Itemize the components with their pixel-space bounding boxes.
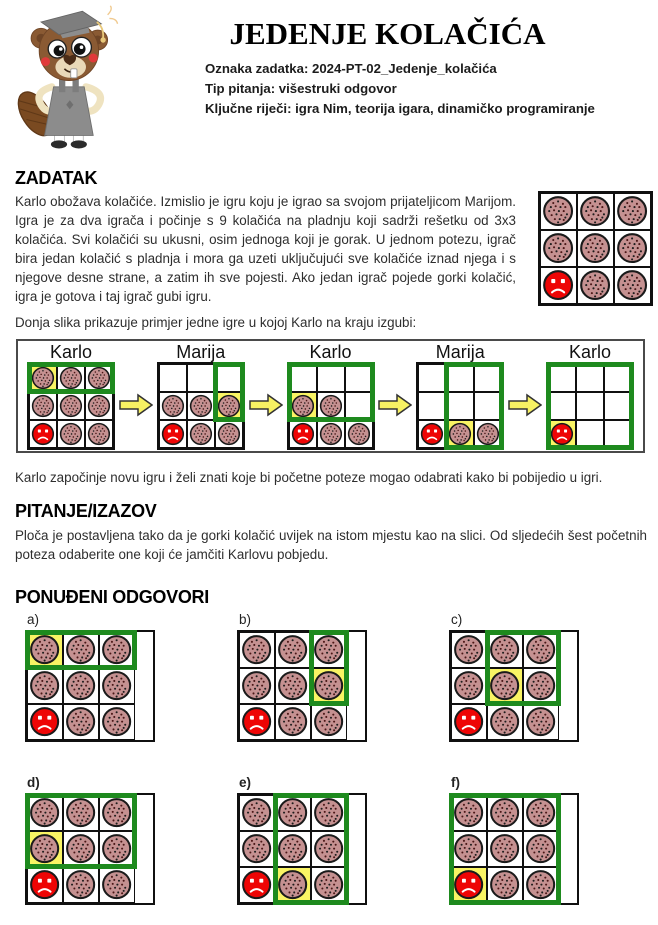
option-label: b) [239,612,252,627]
board-cell [446,364,474,392]
board-cell [27,632,63,668]
cookie-icon [277,634,308,665]
board-cell [446,420,474,448]
zadatak-body: Karlo obožava kolačiće. Izmislio je igru koju je igrao sa svojom prijateljicom Marijom. Igra je za dva igrača i počinje s 9 kolačića na pladnju koji sadrži rešetku od 3x3 kolačića. Svi kolačići su ukusni, osim jednoga koji je gorak. U jednom potezu, igrač bira jedan kolačić s pladnja i mora ga uzeti uključujući sve kolačiće iznad njega i s njegove desne strane, a zatim ih sve pojesti. Ako jedan igrač pojede gorki kolačić, igra je gotova i taj igrač gubi igru. [15,194,516,304]
cookie-icon [241,634,272,665]
cookie-board-example-1 [27,362,115,450]
board-cell [99,632,135,668]
cookie-icon [319,422,343,446]
bitter-cookie-icon [542,269,574,301]
cookie-icon [101,833,132,864]
board-cell [159,420,187,448]
bitter-cookie-icon [291,422,315,446]
board-cell [311,867,347,903]
cookie-icon [59,366,83,390]
cookie-icon [241,833,272,864]
cookie-icon [347,422,371,446]
board-cell [289,420,317,448]
board-cell [487,831,523,867]
board-cell [487,704,523,740]
board-cell [239,668,275,704]
example-board-2 [157,342,245,450]
board-cell [99,867,135,903]
board-cell [474,364,502,392]
section-heading-zadatak: ZADATAK [15,168,98,188]
cookie-board-option-e[interactable] [237,793,367,905]
cookie-icon [525,833,556,864]
cookie-icon [313,670,344,701]
board-cell [604,420,632,448]
board-cell [614,267,651,304]
cookie-board-option-c[interactable] [449,630,579,742]
cookie-icon [525,706,556,737]
cookie-icon [525,670,556,701]
board-cell [311,704,347,740]
board-cell [29,364,57,392]
cookie-icon [59,422,83,446]
board-cell [57,420,85,448]
board-cell [99,831,135,867]
answer-option-d[interactable] [25,775,155,905]
board-cell [418,392,446,420]
bitter-cookie-icon [29,706,60,737]
example-board-1 [27,342,115,450]
cookie-icon [453,797,484,828]
board-cell [614,193,651,230]
cookie-icon [59,394,83,418]
cookie-icon [277,869,308,900]
board-cell [289,392,317,420]
task-metadata [205,59,595,119]
cookie-icon [65,634,96,665]
board-cell [63,668,99,704]
board-cell [451,632,487,668]
cookie-icon [217,394,241,418]
player-label: Karlo [309,342,352,362]
board-cell [57,364,85,392]
board-cell [548,392,576,420]
board-cell [159,364,187,392]
board-cell [317,364,345,392]
board-cell [85,420,113,448]
cookie-icon [616,232,648,264]
cookie-icon [616,195,648,227]
example-board-4 [416,342,504,450]
board-cell [63,867,99,903]
board-cell [239,795,275,831]
cookie-icon [313,634,344,665]
cookie-board-task [538,191,653,306]
board-cell [523,831,559,867]
cookie-icon [319,394,343,418]
board-cell [577,193,614,230]
example-board-5 [546,342,634,450]
cookie-board-option-a[interactable] [25,630,155,742]
board-cell [239,867,275,903]
board-cell [215,392,243,420]
cookie-board-example-3 [287,362,375,450]
cookie-icon [489,670,520,701]
cookie-icon [101,706,132,737]
cookie-icon [31,366,55,390]
board-cell [614,230,651,267]
board-cell [63,704,99,740]
board-cell [576,420,604,448]
cookie-board-option-b[interactable] [237,630,367,742]
cookie-icon [65,833,96,864]
board-cell [345,392,373,420]
board-cell [540,230,577,267]
task-code-line: Oznaka zadatka: 2024-PT-02_Jedenje_kolačića [205,61,497,76]
board-cell [540,267,577,304]
cookie-icon [101,797,132,828]
cookie-icon [29,670,60,701]
cookie-icon [31,394,55,418]
board-cell [27,704,63,740]
board-cell [27,831,63,867]
cookie-icon [277,670,308,701]
cookie-icon [101,634,132,665]
board-cell [275,867,311,903]
board-cell [487,632,523,668]
cookie-icon [489,833,520,864]
board-cell [85,364,113,392]
arrow-right-icon [508,393,542,417]
board-cell [275,795,311,831]
board-cell [159,392,187,420]
board-cell [311,668,347,704]
cookie-icon [29,833,60,864]
board-cell [487,668,523,704]
board-cell [275,704,311,740]
section-heading-odgovori: PONUĐENI ODGOVORI [15,587,209,607]
board-cell [239,632,275,668]
board-cell [99,795,135,831]
cookie-icon [448,422,472,446]
board-cell [29,420,57,448]
board-cell [289,364,317,392]
board-cell [474,392,502,420]
cookie-icon [313,797,344,828]
board-cell [63,632,99,668]
board-cell [215,420,243,448]
cookie-icon [616,269,648,301]
beaver-mascot [14,4,122,168]
board-cell [57,392,85,420]
board-cell [27,795,63,831]
cookie-icon [291,394,315,418]
cookie-board-example-4 [416,362,504,450]
answer-option-f[interactable] [449,775,579,905]
board-cell [29,392,57,420]
board-cell [27,668,63,704]
arrow-right-icon [378,393,412,417]
bitter-cookie-icon [241,869,272,900]
cookie-icon [101,670,132,701]
cookie-icon [525,797,556,828]
cookie-icon [101,869,132,900]
board-cell [523,632,559,668]
cookie-icon [277,706,308,737]
board-cell [540,193,577,230]
cookie-icon [525,634,556,665]
cookie-icon [217,422,241,446]
cookie-board-example-5 [546,362,634,450]
cookie-icon [542,232,574,264]
cookie-icon [313,833,344,864]
board-cell [345,420,373,448]
answer-option-b[interactable] [237,612,367,742]
board-cell [577,230,614,267]
board-cell [215,364,243,392]
keywords-line: Ključne riječi: igra Nim, teorija igara, dinamičko programiranje [205,101,595,116]
board-cell [577,267,614,304]
bitter-cookie-icon [420,422,444,446]
board-cell [451,704,487,740]
cookie-icon [65,797,96,828]
question-type-line: Tip pitanja: višestruki odgovor [205,81,397,96]
board-cell [576,364,604,392]
beaver-mascot-icon [14,4,122,153]
cookie-icon [161,394,185,418]
option-label: e) [239,775,252,790]
task-board-wrap [538,191,653,306]
cookie-icon [579,195,611,227]
board-cell [576,392,604,420]
answer-option-a[interactable] [25,612,155,742]
board-cell [99,668,135,704]
board-cell [187,420,215,448]
board-cell [418,364,446,392]
board-cell [187,364,215,392]
pitanje-body: Ploča je postavljena tako da je gorki kolačić uvijek na istom mjestu kao na slici. Od sljedećih šest početnih poteza odaberite one koji će jamčiti Karlovu pobjedu. [15,528,647,562]
board-cell [523,668,559,704]
board-cell [418,420,446,448]
cookie-icon [542,195,574,227]
page-title: JEDENJE KOLAČIĆA [229,16,546,51]
board-cell [345,364,373,392]
cookie-icon [453,833,484,864]
section-heading-pitanje: PITANJE/IZAZOV [15,501,157,521]
answer-option-c[interactable] [449,612,579,742]
board-cell [311,632,347,668]
board-cell [317,392,345,420]
board-cell [63,831,99,867]
board-cell [275,632,311,668]
example-intro: Donja slika prikazuje primjer jedne igre u kojoj Karlo na kraju izgubi: [15,315,417,330]
option-label: a) [27,612,40,627]
cookie-icon [453,670,484,701]
arrow-right-icon [249,393,283,417]
cookie-icon [525,869,556,900]
cookie-icon [579,232,611,264]
board-cell [487,867,523,903]
board-cell [99,704,135,740]
board-cell [27,867,63,903]
option-label: c) [451,612,463,627]
board-cell [451,831,487,867]
player-label: Karlo [49,342,93,362]
cookie-icon [476,422,500,446]
board-cell [85,392,113,420]
board-cell [604,392,632,420]
cookie-icon [313,706,344,737]
cookie-icon [189,394,213,418]
board-cell [317,420,345,448]
board-cell [523,795,559,831]
board-cell [446,392,474,420]
cookie-icon [489,797,520,828]
cookie-board-option-f[interactable] [449,793,579,905]
arrow-right-icon [119,393,153,417]
cookie-icon [489,634,520,665]
bitter-cookie-icon [453,706,484,737]
board-cell [187,392,215,420]
option-label: f) [451,775,460,790]
board-cell [311,795,347,831]
cookie-icon [489,706,520,737]
example-board-3 [287,342,375,450]
cookie-icon [489,869,520,900]
board-cell [275,831,311,867]
cookie-icon [65,706,96,737]
example-sequence [16,339,645,453]
cookie-board-option-d[interactable] [25,793,155,905]
board-cell [451,795,487,831]
cookie-icon [277,833,308,864]
cookie-icon [87,366,111,390]
board-cell [548,364,576,392]
board-cell [451,867,487,903]
cookie-icon [241,670,272,701]
board-cell [548,420,576,448]
board-cell [63,795,99,831]
cookie-icon [241,797,272,828]
cookie-board-example-2 [157,362,245,450]
cookie-icon [87,394,111,418]
player-label: Marija [435,342,485,362]
bitter-cookie-icon [29,869,60,900]
bitter-cookie-icon [453,869,484,900]
bitter-cookie-icon [161,422,185,446]
option-label: d) [27,775,40,790]
cookie-icon [65,670,96,701]
player-label: Karlo [568,342,612,362]
board-cell [239,704,275,740]
bitter-cookie-icon [31,422,55,446]
board-cell [239,831,275,867]
closing-text: Karlo započinje novu igru i želi znati koje bi početne poteze mogao odabrati kako bi pobijedio u igri. [15,470,603,485]
cookie-icon [277,797,308,828]
cookie-icon [29,797,60,828]
board-cell [311,831,347,867]
cookie-icon [313,869,344,900]
answer-option-e[interactable] [237,775,367,905]
player-label: Marija [176,342,226,362]
board-cell [275,668,311,704]
cookie-icon [65,869,96,900]
board-cell [523,867,559,903]
cookie-icon [29,634,60,665]
cookie-icon [189,422,213,446]
bitter-cookie-icon [550,422,574,446]
cookie-icon [579,269,611,301]
cookie-icon [87,422,111,446]
board-cell [604,364,632,392]
bitter-cookie-icon [241,706,272,737]
board-cell [474,420,502,448]
board-cell [451,668,487,704]
board-cell [523,704,559,740]
board-cell [487,795,523,831]
cookie-icon [453,634,484,665]
